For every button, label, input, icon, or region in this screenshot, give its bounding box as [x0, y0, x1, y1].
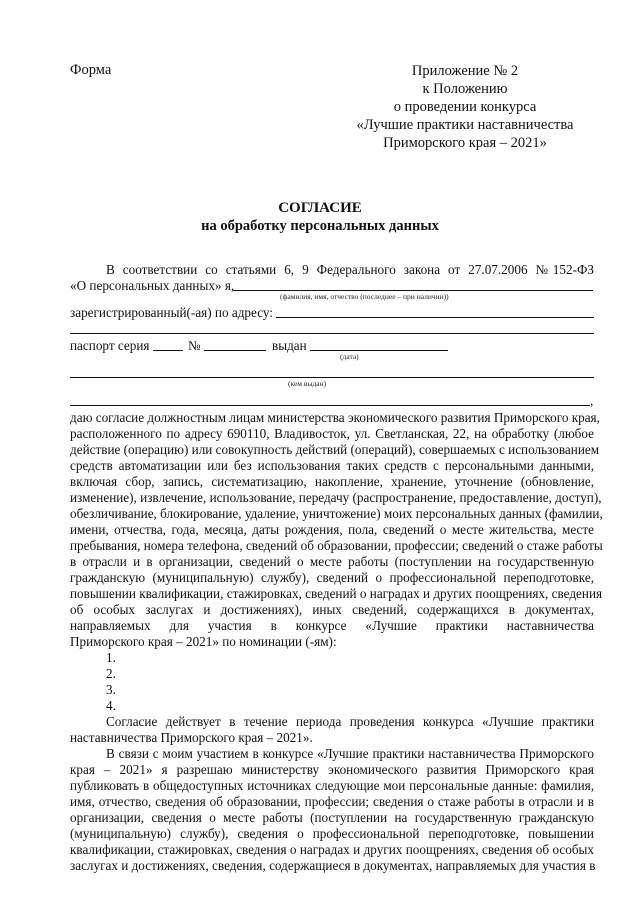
passport-series-field[interactable]	[153, 350, 183, 351]
appendix-line: «Лучшие практики наставничества	[356, 117, 574, 133]
body-line: средств автоматизации или без использования таких средств с персональными данными,	[70, 458, 594, 473]
body-line: Согласие действует в течение периода проведения конкурса «Лучшие практики	[106, 714, 594, 729]
list-item: 2.	[106, 666, 116, 681]
body-line: в отрасли и в организации, сведений о месте работы (поступлении на государственную	[70, 554, 594, 569]
body-line: (муниципальную) службу), сведения о профессиональной переподготовке, повышении	[70, 826, 594, 841]
body-line: изменение), извлечение, использование, передачу (распространение, предоставление, доступ),	[70, 490, 602, 505]
body-line: квалификации, стажировках, сведения о наградах и других поощрениях, сведения об особых	[70, 842, 594, 857]
body-line: организации, сведения о месте работы (поступлении на государственную гражданскую	[70, 810, 594, 825]
appendix-block	[340, 62, 590, 152]
body-line: В связи с моим участием в конкурсе «Лучшие практики наставничества Приморского	[106, 746, 594, 761]
name-field[interactable]	[233, 290, 593, 291]
issued-label: выдан	[272, 338, 307, 353]
passport-number-field[interactable]	[204, 350, 266, 351]
body-line: даю согласие должностным лицам министерства экономического развития Приморского края,	[70, 410, 600, 425]
appendix-line: к Положению	[422, 81, 508, 97]
body-line: обезличивание, блокирование, удаление, уничтожение) моих персональных данных (фамилии,	[70, 506, 603, 521]
body-line: края – 2021» я разрешаю министерству экономического развития Приморского края	[70, 762, 594, 777]
body-line: направляемых для участия в конкурсе «Лучшие практики наставничества	[70, 618, 594, 633]
date-hint: (дата)	[340, 352, 359, 361]
passport-number-label: №	[188, 338, 201, 353]
intro-line: В соответствии со статьями 6, 9 Федерального закона от 27.07.2006 №152-ФЗ	[106, 262, 594, 277]
body-line: публиковать в общедоступных источниках следующие мои персональные данные: фамилия,	[70, 778, 594, 793]
list-item: 4.	[106, 698, 116, 713]
issued-by-hint: (кем выдан)	[288, 379, 327, 388]
issued-by-field-2[interactable]	[70, 405, 590, 406]
appendix-line: Приморского края – 2021»	[383, 135, 547, 151]
issued-date-field[interactable]	[310, 350, 448, 351]
body-line: имени, отчества, года, месяца, даты рождения, пола, сведений о месте жительства, месте	[70, 522, 594, 537]
body-line: об особых заслугах и достижениях), иных сведений, содержащихся в документах,	[70, 602, 594, 617]
passport-series-label: паспорт серия	[70, 338, 150, 353]
issued-by-field[interactable]	[70, 377, 594, 378]
comma: ,	[590, 393, 594, 408]
body-line: гражданскую (муниципальную) службу), сведений о профессиональной переподготовке,	[70, 570, 594, 585]
body-line: повышении квалификации, стажировках, сведений о наградах и других поощрениях, сведения	[70, 586, 603, 601]
address-field-2[interactable]	[70, 333, 594, 334]
intro-line: «О персональных данных» я,	[70, 278, 235, 293]
address-field[interactable]	[276, 317, 594, 318]
appendix-line: о проведении конкурса	[393, 99, 537, 115]
body-line: Приморского края – 2021» по номинации (-ям):	[70, 634, 337, 649]
body-line: пребывания, номера телефона, сведений об образовании, профессии; сведений о стаже работы	[70, 538, 603, 553]
document-subtitle: на обработку персональных данных	[201, 218, 439, 234]
list-item: 1.	[106, 650, 116, 665]
body-line: расположенного по адресу 690110, Владивосток, ул. Светланская, 22, на обработку (любое	[70, 426, 594, 441]
address-label: зарегистрированный(-ая) по адресу:	[70, 305, 273, 320]
body-line: действие (операцию) или совокупность действий (операций), совершаемых с использованием	[70, 442, 600, 457]
body-line: включая сбор, запись, систематизацию, накопление, хранение, уточнение (обновление,	[70, 474, 594, 489]
appendix-line: Приложение № 2	[411, 63, 519, 79]
body-line: наставничества Приморского края – 2021».	[70, 730, 313, 745]
list-item: 3.	[106, 682, 116, 697]
body-line: имя, отчество, сведения об образовании, профессии; сведения о стаже работы в отрасли и в	[70, 794, 594, 809]
body-line: заслугах и достижениях, сведения, содержащиеся в документах, направляемых для участия в	[70, 858, 596, 873]
document-title: СОГЛАСИЕ	[278, 200, 362, 216]
name-hint: (фамилия, имя, отчество (последнее – при наличии))	[280, 292, 449, 301]
form-label: Форма	[70, 62, 112, 78]
